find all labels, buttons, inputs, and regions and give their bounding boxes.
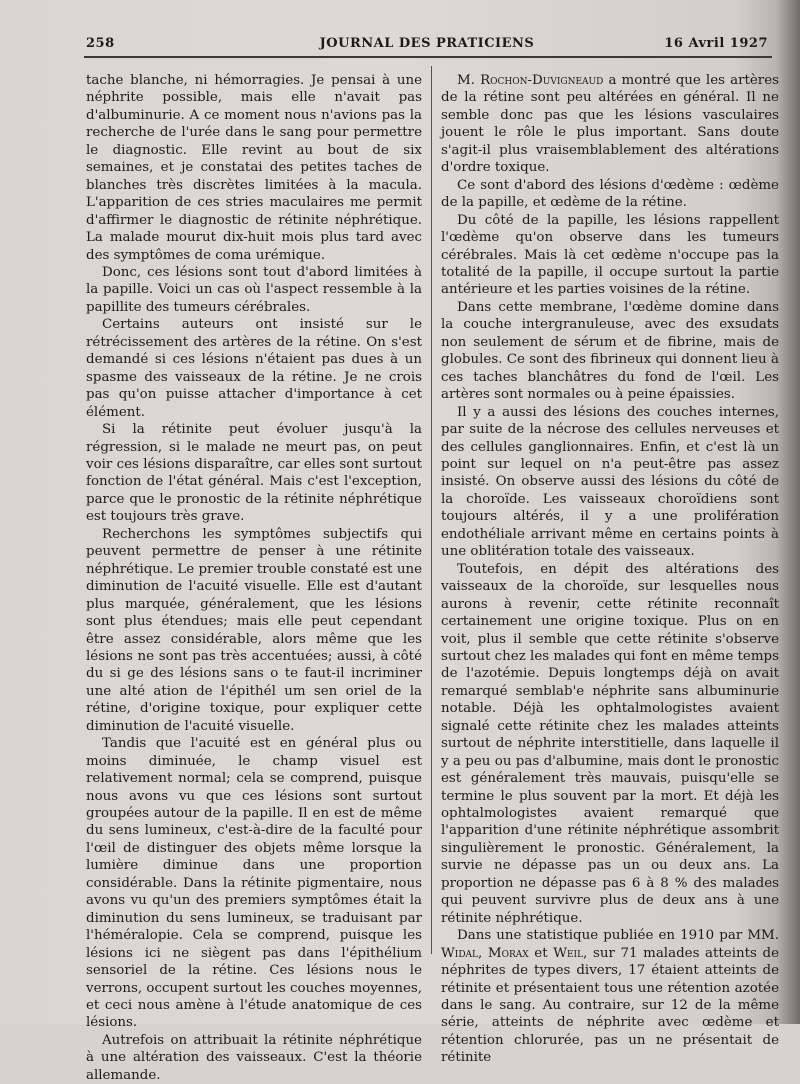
author-name: Widal [441,945,479,961]
paragraph: Toutefois, en dépit des altérations des vaisseaux de la choroïde, sur lesquelles nous aurons à revenir, cette rétinite reconnaît certainement une origine toxique. Plus on en voit, plus il semble que cette rétinite s'observe surtout chez les malades qui font en même temps de l'azotémie. Depuis longtemps déjà on avait remarqué semblab'e néphrite sans albuminurie notable. Déjà les ophtalmologistes avaient signalé cette rétinite chez les malades atteints surtout de néphrite interstitielle, dans laquelle il y a peu ou pas d'albumine, mais dont le pronostic est généralement très mauvais, puisqu'elle se termine le plus souvent par la mort. Et déjà les ophtalmologistes avaient remarqué que l'apparition d'une rétinite néphrétique assombrit singulièrement le pronostic. Généralement, la survie ne dépasse pas un ou deux ans. La proportion ne dépasse pas 6 à 8 % des malades qui peuvent survivre plus de deux ans à une rétinite néphrétique. [441,561,779,926]
paragraph: tache blanche, ni hémorragies. Je pensai à une néphrite possible, mais elle n'avait pas d'albuminurie. A ce moment nous n'avions pas la recherche de l'urée dans le sang pour permettre le diagnostic. Elle revint au bout de six semaines, et je constatai des petites taches de blanches très discrètes limitées à la macula. L'apparition de ces stries maculaires me permit d'affirmer le diagnostic de rétinite néphrétique. La malade mourut dix-huit mois plus tard avec des symptômes de coma urémique. [86,73,422,263]
paragraph: Autrefois on attribuait la rétinite néphrétique à une altération des vaisseaux. C'est la théorie allemande. [86,1032,422,1083]
running-header [86,36,768,56]
paragraph: Si la rétinite peut évoluer jusqu'à la régression, si le malade ne meurt pas, on peut voir ces lésions disparaître, car elles sont surtout fonction de l'état général. Mais c'est l'exception, parce que le pronostic de la rétinite néphrétique est toujours très grave. [86,422,422,525]
paragraph: Recherchons les symptômes subjectifs qui peuvent permettre de penser à une rétinite néphrétique. Le premier trouble constaté est une diminution de l'acuité visuelle. Elle est d'autant plus marquée, généralement, que les lésions sont plus étendues; mais elle peut cependant être assez considérable, alors même que les lésions ne sont pas très accentuées; aussi, à côté du si ge des lésions sans o te faut-il incriminer une alté ation de l'épithél um sen oriel de la rétine, d'origine toxique, pour expliquer cette diminution de l'acuité visuelle. [86,526,422,734]
paragraph: Ce sont d'abord des lésions d'œdème : œdème de la papille, et œdème de la rétine. [441,177,779,211]
paragraph: Certains auteurs ont insisté sur le rétrécissement des artères de la rétine. On s'est demandé si ces lésions n'étaient pas dues à un spasme des vaisseaux de la rétine. Je ne crois pas qu'on puisse attacher d'importance à cet élément. [86,317,422,420]
paragraph: Donc, ces lésions sont tout d'abord limitées à la papille. Voici un cas où l'aspect ressemble à la papillite des tumeurs cérébrales. [86,264,422,315]
header-rule [84,56,772,58]
separator: et [528,945,554,961]
paragraph-text: Dans une statistique publiée en 1910 par MM. [457,928,779,944]
paragraph: Dans cette membrane, l'œdème domine dans la couche intergranuleuse, avec des exsudats non seulement de sérum et de fibrine, mais de globules. Ce sont des fibrineux qui donnent lieu à ces taches blanchâtres du fond de l'œil. Les artères sont normales ou à peine épaissies. [441,299,779,403]
paragraph: Du côté de la papille, les lésions rappellent l'œdème qu'on observe dans les tumeurs cérébrales. Mais là cet œdème n'occupe pas la totalité de la papille, il occupe surtout la partie antérieure et les parties voisines de la rétine. [441,212,779,298]
paragraph-text: a montré que les artères de la rétine sont peu altérées en général. Il ne semble donc pas que les lésions vasculaires jouent le rôle le plus important. Sans doute s'agit-il plus vraisemblablement des altérations d'ordre toxique. [441,73,779,176]
page-bottom-margin [0,958,800,1024]
column-divider [431,66,432,954]
paragraph: Tandis que l'acuité est en général plus ou moins diminuée, le champ visuel est relativement normal; cela se comprend, puisque nous avons vu que ces lésions sont surtout groupées autour de la papille. Il en est de même du sens lumineux, c'est-à-dire de la faculté pour l'œil de distinguer des objets même lorsque la lumière diminue dans une proportion considérable. Dans la rétinite pigmentaire, nous avons vu qu'un des premiers symptômes était la diminution du sens lumineux, se traduisant par l'héméralopie. Cela se comprend, puisque les lésions ici ne siègent pas dans l'épithélium sensoriel de la rétine. Ces lésions nous le verrons, occupent surtout les couches moyennes, et ceci nous amène à l'étude anatomique de ces lésions. [86,736,422,1031]
separator: , [478,945,488,961]
author-name: Morax [487,945,529,961]
left-column [86,72,422,1084]
page-number: 258 [86,36,115,51]
journal-title: JOURNAL DES PRATICIENS [319,36,535,51]
author-name: Weil [553,945,584,961]
issue-date: 16 Avril 1927 [664,36,768,51]
paragraph [441,72,779,177]
right-column [441,72,779,1067]
author-name: M. Rochon-Duvigneaud [457,73,604,88]
paragraph-text: , sur 71 malades atteints de néphrites de types divers, 17 étaient atteints de rétinite et présentaient tous une rétention azotée dans le sang. Au contraire, sur 12 de la même série, atteints de néphrite avec œdème et rétention chlorurée, pas un ne présentait de rétinite [441,945,779,1066]
paragraph: Il y a aussi des lésions des couches internes, par suite de la nécrose des cellules nerveuses et des cellules ganglionnaires. Enfin, et c'est là un point sur lequel on n'a peut-être pas assez insisté. On observe aussi des lésions du côté de la choroïde. Les vaisseaux choroïdiens sont toujours altérés, il y a une prolifération endothéliale arrivant même en certains points à une oblitération totale des vaisseaux. [441,404,779,560]
